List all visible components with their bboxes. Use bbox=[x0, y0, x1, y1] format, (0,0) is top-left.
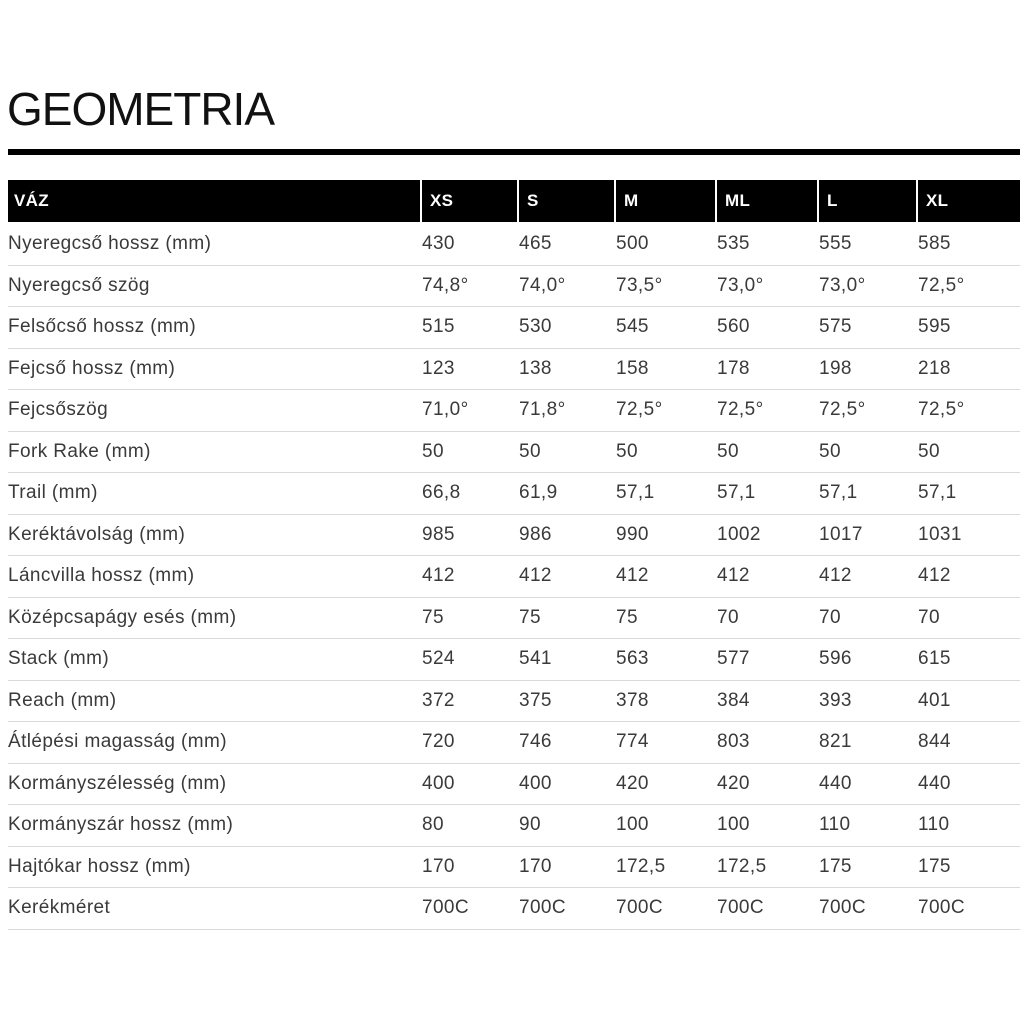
row-label: Fejcső hossz (mm) bbox=[8, 357, 176, 379]
row-label: Átlépési magasság (mm) bbox=[8, 731, 227, 753]
table-row bbox=[8, 556, 1020, 598]
cell-size-l: 821 bbox=[819, 731, 852, 753]
row-label: Kormányszár hossz (mm) bbox=[8, 814, 234, 836]
cell-size-xs: 170 bbox=[422, 855, 455, 877]
row-label: Hajtókar hossz (mm) bbox=[8, 855, 191, 877]
table-row bbox=[8, 722, 1020, 764]
row-label: Felsőcső hossz (mm) bbox=[8, 316, 197, 338]
cell-size-l: 412 bbox=[819, 565, 852, 587]
cell-size-xl: 218 bbox=[918, 357, 951, 379]
row-label: Keréktávolság (mm) bbox=[8, 523, 186, 545]
table-row bbox=[8, 390, 1020, 432]
cell-size-xs: 515 bbox=[422, 316, 455, 338]
row-label: Fork Rake (mm) bbox=[8, 440, 151, 462]
cell-size-m: 545 bbox=[616, 316, 649, 338]
cell-size-xs: 50 bbox=[422, 440, 444, 462]
cell-size-m: 57,1 bbox=[616, 482, 655, 504]
cell-size-ml: 70 bbox=[717, 606, 739, 628]
cell-size-m: 700C bbox=[616, 897, 664, 919]
cell-size-s: 90 bbox=[519, 814, 541, 836]
cell-size-s: 61,9 bbox=[519, 482, 558, 504]
row-label: Kormányszélesség (mm) bbox=[8, 772, 227, 794]
table-row bbox=[8, 598, 1020, 640]
table-row bbox=[8, 639, 1020, 681]
cell-size-m: 100 bbox=[616, 814, 649, 836]
cell-size-m: 990 bbox=[616, 523, 649, 545]
cell-size-xs: 400 bbox=[422, 772, 455, 794]
cell-size-m: 420 bbox=[616, 772, 649, 794]
cell-size-ml: 384 bbox=[717, 689, 750, 711]
cell-size-xl: 440 bbox=[918, 772, 951, 794]
cell-size-m: 378 bbox=[616, 689, 649, 711]
table-row bbox=[8, 805, 1020, 847]
table-row bbox=[8, 681, 1020, 723]
header-frame: VÁZ bbox=[14, 191, 49, 210]
cell-size-l: 440 bbox=[819, 772, 852, 794]
cell-size-xl: 50 bbox=[918, 440, 940, 462]
cell-size-ml: 172,5 bbox=[717, 855, 767, 877]
cell-size-s: 50 bbox=[519, 440, 541, 462]
row-label: Kerékméret bbox=[8, 897, 111, 919]
cell-size-xl: 175 bbox=[918, 855, 951, 877]
row-label: Láncvilla hossz (mm) bbox=[8, 565, 195, 587]
cell-size-l: 1017 bbox=[819, 523, 863, 545]
cell-size-l: 175 bbox=[819, 855, 852, 877]
cell-size-xs: 700C bbox=[422, 897, 470, 919]
cell-size-xs: 372 bbox=[422, 689, 455, 711]
cell-size-s: 746 bbox=[519, 731, 552, 753]
cell-size-xs: 80 bbox=[422, 814, 444, 836]
cell-size-xl: 844 bbox=[918, 731, 951, 753]
row-label: Fejcsőszög bbox=[8, 399, 109, 421]
cell-size-ml: 50 bbox=[717, 440, 739, 462]
cell-size-l: 555 bbox=[819, 233, 852, 255]
title-divider bbox=[8, 149, 1020, 155]
cell-size-xl: 57,1 bbox=[918, 482, 957, 504]
row-label: Nyeregcső hossz (mm) bbox=[8, 233, 212, 255]
cell-size-ml: 73,0° bbox=[717, 274, 764, 296]
cell-size-ml: 700C bbox=[717, 897, 765, 919]
cell-size-m: 412 bbox=[616, 565, 649, 587]
cell-size-m: 50 bbox=[616, 440, 638, 462]
cell-size-ml: 577 bbox=[717, 648, 750, 670]
cell-size-l: 700C bbox=[819, 897, 867, 919]
table-row bbox=[8, 847, 1020, 889]
row-label: Reach (mm) bbox=[8, 689, 117, 711]
page-title: GEOMETRIA bbox=[7, 83, 275, 135]
cell-size-l: 596 bbox=[819, 648, 852, 670]
cell-size-l: 198 bbox=[819, 357, 852, 379]
table-body bbox=[8, 224, 1020, 930]
cell-size-xl: 72,5° bbox=[918, 399, 965, 421]
row-label: Középcsapágy esés (mm) bbox=[8, 606, 237, 628]
header-size-xs: XS bbox=[420, 180, 517, 222]
cell-size-xl: 401 bbox=[918, 689, 951, 711]
cell-size-s: 75 bbox=[519, 606, 541, 628]
cell-size-l: 110 bbox=[819, 814, 851, 836]
cell-size-xl: 72,5° bbox=[918, 274, 965, 296]
cell-size-s: 375 bbox=[519, 689, 552, 711]
cell-size-xs: 123 bbox=[422, 357, 455, 379]
cell-size-xs: 430 bbox=[422, 233, 455, 255]
cell-size-ml: 560 bbox=[717, 316, 750, 338]
cell-size-ml: 412 bbox=[717, 565, 750, 587]
cell-size-m: 72,5° bbox=[616, 399, 663, 421]
cell-size-xs: 412 bbox=[422, 565, 455, 587]
cell-size-s: 986 bbox=[519, 523, 552, 545]
table-row bbox=[8, 349, 1020, 391]
cell-size-xl: 110 bbox=[918, 814, 950, 836]
cell-size-m: 73,5° bbox=[616, 274, 663, 296]
table-row bbox=[8, 515, 1020, 557]
row-label: Stack (mm) bbox=[8, 648, 110, 670]
cell-size-ml: 57,1 bbox=[717, 482, 756, 504]
header-size-l: L bbox=[817, 180, 916, 222]
header-size-s: S bbox=[517, 180, 614, 222]
cell-size-m: 75 bbox=[616, 606, 638, 628]
cell-size-ml: 535 bbox=[717, 233, 750, 255]
table-row bbox=[8, 764, 1020, 806]
cell-size-xl: 700C bbox=[918, 897, 966, 919]
cell-size-xs: 71,0° bbox=[422, 399, 469, 421]
cell-size-s: 412 bbox=[519, 565, 552, 587]
row-label: Nyeregcső szög bbox=[8, 274, 150, 296]
table-row bbox=[8, 266, 1020, 308]
cell-size-ml: 178 bbox=[717, 357, 750, 379]
cell-size-m: 774 bbox=[616, 731, 649, 753]
cell-size-s: 74,0° bbox=[519, 274, 566, 296]
table-row bbox=[8, 888, 1020, 930]
cell-size-l: 393 bbox=[819, 689, 852, 711]
cell-size-xs: 74,8° bbox=[422, 274, 469, 296]
cell-size-ml: 72,5° bbox=[717, 399, 764, 421]
cell-size-m: 563 bbox=[616, 648, 649, 670]
cell-size-l: 73,0° bbox=[819, 274, 866, 296]
cell-size-xl: 70 bbox=[918, 606, 940, 628]
cell-size-s: 541 bbox=[519, 648, 552, 670]
cell-size-l: 70 bbox=[819, 606, 841, 628]
cell-size-xs: 985 bbox=[422, 523, 455, 545]
cell-size-xs: 75 bbox=[422, 606, 444, 628]
row-label: Trail (mm) bbox=[8, 482, 98, 504]
geometry-table bbox=[8, 180, 1020, 930]
cell-size-l: 50 bbox=[819, 440, 841, 462]
cell-size-l: 57,1 bbox=[819, 482, 858, 504]
cell-size-m: 158 bbox=[616, 357, 649, 379]
cell-size-xl: 585 bbox=[918, 233, 951, 255]
cell-size-m: 172,5 bbox=[616, 855, 666, 877]
table-header-row bbox=[8, 180, 1020, 222]
cell-size-l: 72,5° bbox=[819, 399, 866, 421]
cell-size-ml: 803 bbox=[717, 731, 750, 753]
cell-size-ml: 1002 bbox=[717, 523, 761, 545]
header-size-xl: XL bbox=[916, 180, 1020, 222]
table-row bbox=[8, 224, 1020, 266]
header-size-m: M bbox=[614, 180, 715, 222]
cell-size-s: 700C bbox=[519, 897, 567, 919]
cell-size-s: 170 bbox=[519, 855, 552, 877]
table-row bbox=[8, 432, 1020, 474]
cell-size-xl: 615 bbox=[918, 648, 951, 670]
cell-size-xs: 524 bbox=[422, 648, 455, 670]
table-row bbox=[8, 307, 1020, 349]
cell-size-s: 400 bbox=[519, 772, 552, 794]
header-size-ml: ML bbox=[715, 180, 817, 222]
cell-size-s: 465 bbox=[519, 233, 552, 255]
cell-size-m: 500 bbox=[616, 233, 649, 255]
cell-size-xs: 720 bbox=[422, 731, 455, 753]
cell-size-s: 71,8° bbox=[519, 399, 566, 421]
cell-size-ml: 100 bbox=[717, 814, 750, 836]
cell-size-ml: 420 bbox=[717, 772, 750, 794]
table-row bbox=[8, 473, 1020, 515]
cell-size-xs: 66,8 bbox=[422, 482, 461, 504]
cell-size-xl: 595 bbox=[918, 316, 951, 338]
cell-size-xl: 412 bbox=[918, 565, 951, 587]
cell-size-s: 138 bbox=[519, 357, 552, 379]
cell-size-l: 575 bbox=[819, 316, 852, 338]
cell-size-xl: 1031 bbox=[918, 523, 962, 545]
cell-size-s: 530 bbox=[519, 316, 552, 338]
